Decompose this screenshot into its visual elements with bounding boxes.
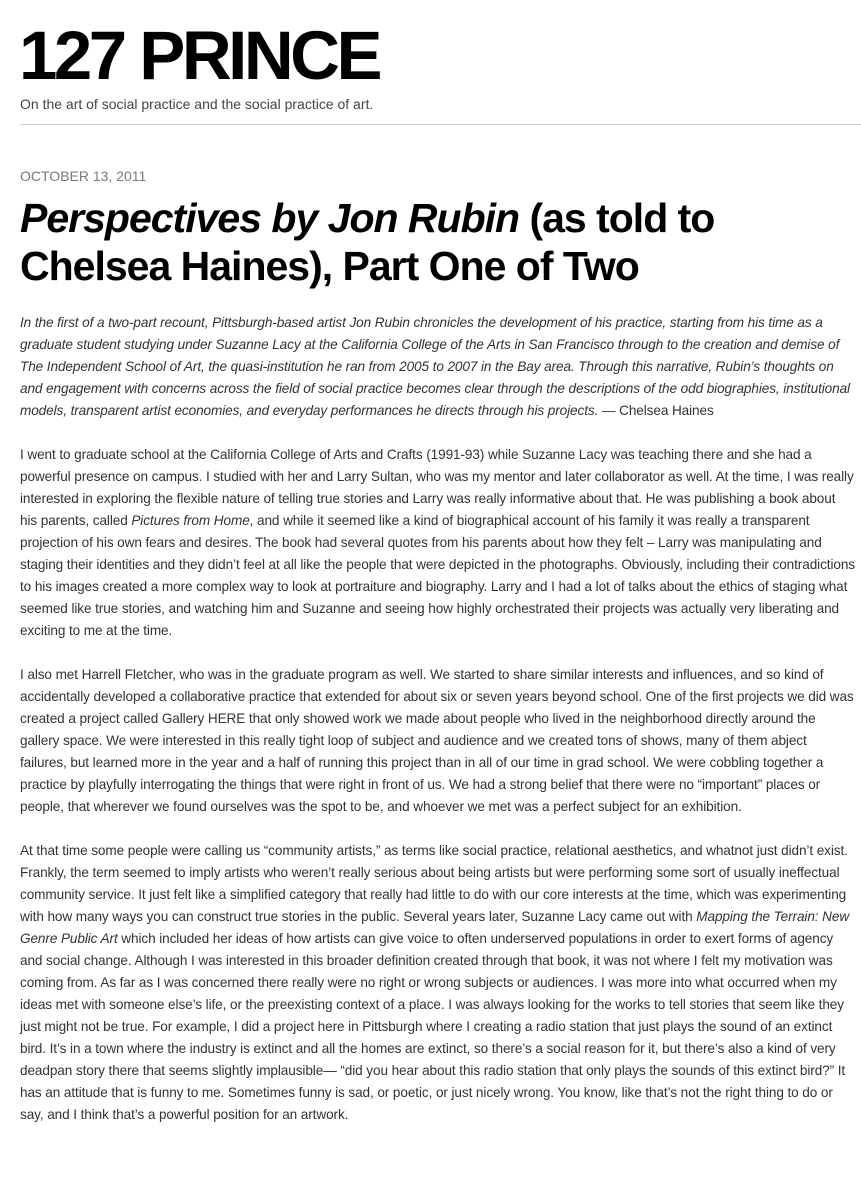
header-divider bbox=[20, 124, 861, 125]
post-title-rest: (as told to Chelsea Haines), Part One of Two bbox=[20, 195, 715, 289]
post-body bbox=[20, 312, 856, 1148]
post-title-italic: Perspectives by Jon Rubin bbox=[20, 195, 520, 241]
paragraph-2: I also met Harrell Fletcher, who was in the graduate program as well. We started to share similar interests and influences, and so kind of accidentally developed a collaborative practice that extended for about six or seven years beyond school. One of the first projects we did was created a project called Gallery HERE that only showed work we made about people who lived in the neighborhood directly around the gallery space. We were interested in this really tight loop of subject and audience and we created tons of shows, many of them abject failures, but learned more in the year and a half of running this project than in all of our time in grad school. We were cobbling together a practice by playfully interrogating the things that were right in front of us. We had a strong belief that there were no “important” places or people, that wherever we found ourselves was the spot to be, and whoever we met was a perfect subject for an exhibition. bbox=[20, 667, 854, 814]
book-title-mapping-the-terrain: Mapping the Terrain: New Genre Public Art bbox=[20, 909, 850, 946]
post-intro bbox=[20, 312, 856, 422]
site-tagline: On the art of social practice and the social practice of art. bbox=[20, 96, 374, 112]
paragraph-3-text-b: which included her ideas of how artists can give voice to often underserved populations in order to exert forms of agency and social change. Although I was interested in this broader definition created through that book, it was not where I felt my motivation was coming from. As far as I was concerned there really were no right or wrong subjects or audiences. I was more into what occurred when my ideas met with someone else’s life, or the preexisting context of a place. I was always looking for the works to tell stories that seem like they just might not be true. For example, I did a project here in Pittsburgh where I creating a radio station that just plays the sound of an extinct bird. It’s in a town where the industry is extinct and all the homes are extinct, so there’s a social reason for it, but there’s also a kind of very deadpan story there that seems slightly implausible— “did you hear about this radio station that only plays the sounds of this extinct bird?” It has an attitude that is funny to me. Sometimes funny is sad, or poetic, or just nicely wrong. You know, like that’s not the right thing to do or say, and I think that’s a powerful position for an artwork. bbox=[20, 931, 846, 1122]
paragraph-3 bbox=[20, 840, 856, 1126]
post-intro-author: Chelsea Haines bbox=[615, 403, 714, 418]
paragraph-1-text-a: I went to graduate school at the California College of Arts and Crafts (1991-93) while Suzanne Lacy was teaching there and she had a powerful presence on campus. I studied with her and Larry Sultan, who was my mentor and later collaborator as well. At the time, I was really interested in exploring the flexible nature of telling true stories and Larry was really informative about that. He was publishing a book about his parents, called bbox=[20, 447, 854, 528]
paragraph-3-text-a: At that time some people were calling us “community artists,” as terms like social practice, relational aesthetics, and whatnot just didn’t exist. Frankly, the term seemed to imply artists who weren’t really serious about being artists but were performing some sort of usually ineffectual community service. It just felt like a simplified category that really had little to do with our core interests at the time, which was experimenting with how many ways you can construct true stories in the public. Several years later, Suzanne Lacy came out with bbox=[20, 843, 848, 924]
post-title[interactable] bbox=[20, 194, 850, 290]
paragraph-1-text-b: , and while it seemed like a kind of biographical account of his family it was really a transparent projection of his own fears and desires. The book had several quotes from his parents about how they felt – Larry was manipulating and staging their identities and they didn’t feel at all like the people that were depicted in the photographs. Obviously, including their contradictions to his images created a more complex way to look at portraiture and biography. Larry and I had a lot of talks about the ethics of staging what seemed like true stories, and watching him and Suzanne and seeing how highly orchestrated their projects was actually very liberating and exciting to me at the time. bbox=[20, 513, 855, 638]
post-date: OCTOBER 13, 2011 bbox=[20, 168, 147, 184]
post-intro-text: In the first of a two-part recount, Pittsburgh-based artist Jon Rubin chronicles the development of his practice, starting from his time as a graduate student studying under Suzanne Lacy at the California College of the Arts in San Francisco through to the creation and demise of The Independent School of Art, the quasi-institution he ran from 2005 to 2007 in the Bay area. Through this narrative, Rubin’s thoughts on and engagement with concerns across the field of social practice becomes clear through the descriptions of the odd biographies, institutional models, transparent artist economies, and everyday performances he directs through his projects. — bbox=[20, 315, 850, 418]
site-title[interactable]: 127 PRINCE bbox=[19, 17, 379, 94]
book-title-pictures-from-home: Pictures from Home bbox=[131, 513, 250, 528]
paragraph-1 bbox=[20, 444, 856, 642]
